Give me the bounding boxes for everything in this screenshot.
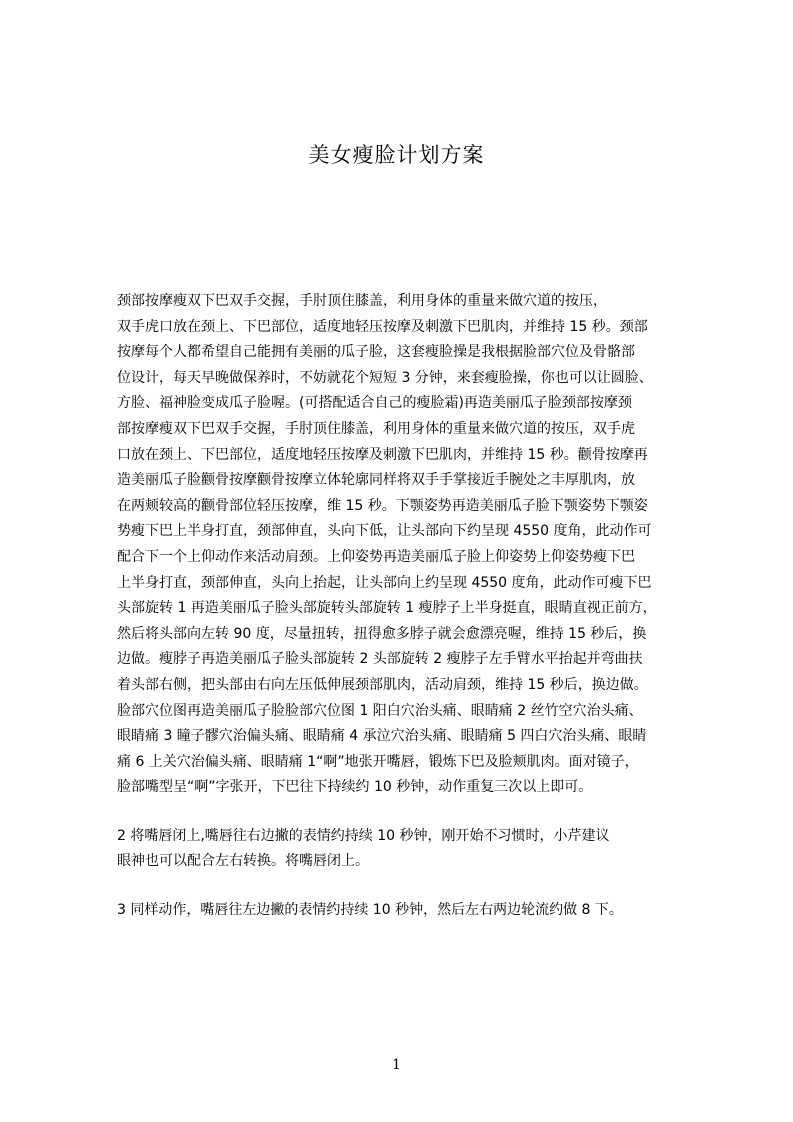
page-number: 1 [392,1057,401,1073]
paragraph-line: 颈部按摩瘦双下巴双手交握，手肘顶住膝盖，利用身体的重量来做穴道的按压， [117,293,607,309]
paragraph-line: 着头部右侧，把头部由右向左压低伸展颈部肌肉，活动肩颈，维持 15 秒后，换边做。 [117,676,648,693]
paragraph-line: 眼神也可以配合左右转换。将嘴唇闭上。 [117,853,369,870]
paragraph-2 [117,824,702,875]
paragraph-line: 口放在颈上、下巴部位，适度地轻压按摩及刺激下巴肌肉，并维持 15 秒。颧骨按摩再 [117,446,648,463]
paragraph-line: 头部旋转 1 再造美丽瓜子脸头部旋转头部旋转 1 瘦脖子上半身挺直，眼睛直视正前方， [117,600,657,617]
paragraph-line: 眼睛痛 3 瞳子髎穴治偏头痛、眼睛痛 4 承泣穴治头痛、眼睛痛 5 四白穴治头痛、眼睛 [117,728,647,745]
document-body [117,289,702,924]
paragraph-line: 3 同样动作，嘴唇往左边撇的表情约持续 10 秒钟，然后左右两边轮流约做 8 下。 [117,902,623,919]
paragraph-line: 2 将嘴唇闭上,嘴唇往右边撇的表情约持续 10 秒钟，刚开始不习惯时，小芹建议 [117,827,610,844]
paragraph-line: 势瘦下巴上半身打直，颈部伸直，头向下低，让头部向下约呈现 4550 度角，此动作可 [117,523,652,540]
paragraph-line: 脸部穴位图再造美丽瓜子脸脸部穴位图 1 阳白穴治头痛、眼睛痛 2 丝竹空穴治头痛、 [117,702,643,719]
paragraph-line: 边做。瘦脖子再造美丽瓜子脸头部旋转 2 头部旋转 2 瘦脖子左手臂水平抬起并弯曲扶 [117,651,643,668]
paragraph-line: 在两颊较高的颧骨部位轻压按摩，维 15 秒。下颚姿势再造美丽瓜子脸下颚姿势下颚姿 [117,497,648,514]
paragraph-line: 位设计，每天早晚做保养时，不妨就花个短短 3 分钟，来套瘦脸操，你也可以让圆脸、 [117,369,653,386]
paragraph-line: 痛 6 上关穴治偏头痛、眼睛痛 1“啊”地张开嘴唇，锻炼下巴及脸颊肌肉。面对镜子， [117,753,639,770]
paragraph-line: 部按摩瘦双下巴双手交握，手肘顶住膝盖，利用身体的重量来做穴道的按压，双手虎 [117,420,635,437]
paragraph-line: 配合下一个上仰动作来活动肩颈。上仰姿势再造美丽瓜子脸上仰姿势上仰姿势瘦下巴 [117,548,635,565]
paragraph-line: 造美丽瓜子脸颧骨按摩颧骨按摩立体轮廓同样将双手手掌接近手腕处之丰厚肌肉，放 [117,472,635,489]
paragraph-3 [117,898,702,924]
document-title: 美女瘦脸计划方案 [308,143,485,167]
paragraph-line: 按摩每个人都希望自己能拥有美丽的瓜子脸，这套瘦脸操是我根据脸部穴位及骨骼部 [117,344,635,361]
paragraph-line: 然后将头部向左转 90 度，尽量扭转，扭得愈多脖子就会愈漂亮喔，维持 15 秒后，换 [117,625,647,642]
paragraph-line: 脸部嘴型呈“啊”字张开，下巴往下持续约 10 秒钟，动作重复三次以上即可。 [117,779,593,796]
paragraph-line: 方脸、福神脸变成瓜子脸喔。(可搭配适合自己的瘦脸霜)再造美丽瓜子脸颈部按摩颈 [117,395,632,412]
paragraph-line: 上半身打直，颈部伸直，头向上抬起，让头部向上约呈现 4550 度角，此动作可瘦下巴 [117,574,652,591]
paragraph-1 [117,289,702,801]
paragraph-line: 双手虎口放在颈上、下巴部位，适度地轻压按摩及刺激下巴肌肉，并维持 15 秒。颈部 [117,318,648,335]
